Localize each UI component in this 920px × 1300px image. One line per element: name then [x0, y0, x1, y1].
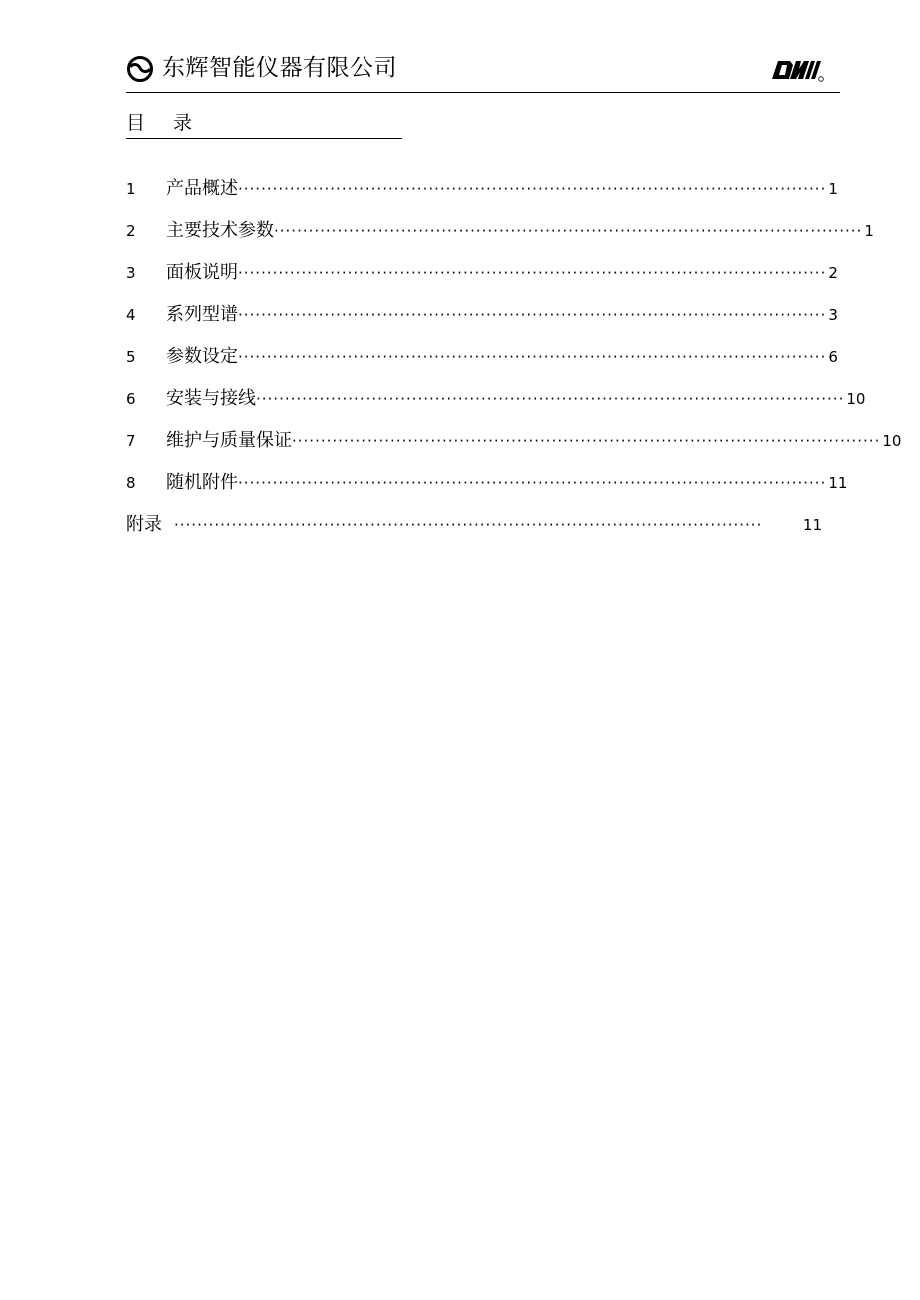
toc-dot-leader: ······································································································ — [238, 180, 827, 198]
toc-entry[interactable] — [126, 214, 874, 256]
toc-entry-number: 4 — [126, 306, 136, 324]
dyh-brand-logo — [768, 57, 824, 83]
toc-dot-leader: ······································································································ — [174, 516, 763, 534]
toc-entry-page: 10 — [846, 390, 866, 408]
toc-entry-title: 维护与质量保证 — [166, 430, 292, 451]
toc-dot-leader: ······································································································ — [238, 264, 827, 282]
toc-dot-leader: ······································································································ — [238, 306, 827, 324]
toc-heading — [126, 110, 402, 139]
toc-entry[interactable] — [126, 172, 838, 214]
toc-entry-title: 系列型谱 — [166, 304, 238, 325]
toc-dot-leader: ······································································································ — [238, 348, 827, 366]
toc-dot-leader: ······································································································ — [274, 222, 863, 240]
circular-arrow-logo-icon — [126, 55, 154, 83]
toc-entry-page: 1 — [828, 180, 838, 198]
toc-entry-number: 8 — [126, 474, 136, 492]
page-header — [126, 50, 840, 93]
toc-entry-page: 3 — [828, 306, 838, 324]
toc-entry[interactable] — [126, 340, 838, 382]
toc-entry-page: 2 — [828, 264, 838, 282]
toc-dot-leader: ······································································································ — [292, 432, 881, 450]
toc-entry[interactable] — [126, 466, 848, 508]
toc-entry[interactable] — [126, 256, 838, 298]
company-name: 东辉智能仪器有限公司 — [162, 55, 397, 81]
toc-entry[interactable] — [126, 508, 822, 550]
toc-dot-leader: ······································································································ — [238, 474, 827, 492]
toc-entry-title: 产品概述 — [166, 178, 238, 199]
toc-entry-title: 附录 — [126, 514, 162, 535]
toc-entry-title: 主要技术参数 — [166, 220, 274, 241]
toc-entry-page: 1 — [864, 222, 874, 240]
toc-entry-number: 1 — [126, 180, 136, 198]
toc-entry-title: 随机附件 — [166, 472, 238, 493]
toc-entry-title: 面板说明 — [166, 262, 238, 283]
toc-entry[interactable] — [126, 298, 838, 340]
toc-entry-title: 参数设定 — [166, 346, 238, 367]
toc-entry-number: 5 — [126, 348, 136, 366]
toc-entry-number: 7 — [126, 432, 136, 450]
toc-entry-page: 10 — [882, 432, 902, 450]
toc-entry-number: 6 — [126, 390, 136, 408]
toc-entry-number: 2 — [126, 222, 136, 240]
toc-entry[interactable] — [126, 382, 866, 424]
toc-entry-title: 安装与接线 — [166, 388, 256, 409]
toc-entry-page: 11 — [828, 474, 848, 492]
toc-entry-page: 6 — [828, 348, 838, 366]
toc-dot-leader: ······································································································ — [256, 390, 845, 408]
toc-entry-page: 11 — [802, 516, 822, 534]
toc-entry[interactable] — [126, 424, 902, 466]
toc-heading-text: 目录 — [126, 112, 221, 134]
toc-entry-number: 3 — [126, 264, 136, 282]
table-of-contents — [126, 172, 902, 550]
